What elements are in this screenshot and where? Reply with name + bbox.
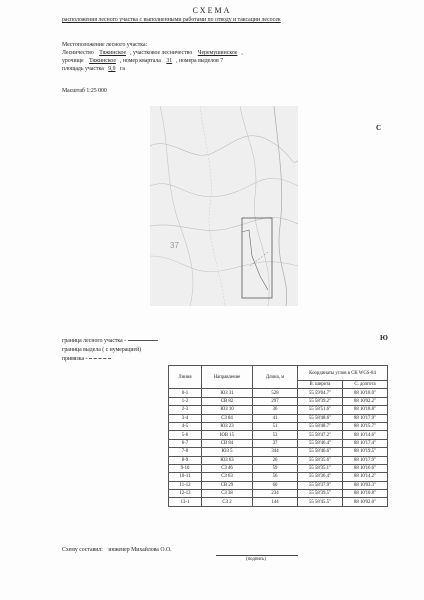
map-drawing <box>150 106 298 306</box>
cell-lon: 88 10'17.9" <box>343 414 388 422</box>
cell-direction: СЗ 46 <box>202 464 253 472</box>
cell-length: 26 <box>253 456 298 464</box>
cell-length: 41 <box>253 414 298 422</box>
cell-line: 6-7 <box>169 439 202 447</box>
cell-lat: 55 58'39.5" <box>298 490 343 498</box>
area-label: площадь участка <box>62 66 104 72</box>
cell-direction: ЮЗ 23 <box>202 422 253 430</box>
header-line: Линия <box>169 366 202 389</box>
cell-direction: ЮЗ 5 <box>202 448 253 456</box>
cell-length: 59 <box>253 464 298 472</box>
cell-line: 4-5 <box>169 422 202 430</box>
cell-direction: СЗ 84 <box>202 414 253 422</box>
cell-line: 2-3 <box>169 406 202 414</box>
cell-line: 5-6 <box>169 431 202 439</box>
cell-lon: 88 10'02.2" <box>343 397 388 405</box>
table-row <box>169 397 388 405</box>
area-unit: га <box>119 66 125 72</box>
cell-direction: СЗ 2 <box>202 498 253 506</box>
forest-map <box>150 106 298 306</box>
coordinates-table <box>168 365 388 507</box>
cell-length: 234 <box>253 490 298 498</box>
cell-line: 1-2 <box>169 397 202 405</box>
table-row <box>169 406 388 414</box>
cell-length: 36 <box>253 406 298 414</box>
cell-direction: ЮЗ 63 <box>202 456 253 464</box>
forestry-label: Лесничество <box>62 50 94 56</box>
area-value: 9,9 <box>108 66 116 72</box>
cell-lon: 88 10'17.4" <box>343 439 388 447</box>
district-label: участковое лесничество <box>132 50 193 56</box>
cell-length: 53 <box>253 431 298 439</box>
document-title: СХЕМА <box>192 6 232 15</box>
cell-lat: 55 58'37.9" <box>298 481 343 489</box>
table-row <box>169 481 388 489</box>
header-coords: Координаты углов в СК WGS-84 <box>298 366 388 381</box>
cell-line: 13-1 <box>169 498 202 506</box>
cell-lat: 55 58'48.7" <box>298 422 343 430</box>
table-row <box>169 490 388 498</box>
cell-lon: 88 10'18.0" <box>343 389 388 397</box>
cell-direction: СЗ 63 <box>202 473 253 481</box>
table-row <box>169 448 388 456</box>
cell-lat: 55 58'48.6" <box>298 414 343 422</box>
cell-line: 8-9 <box>169 456 202 464</box>
cell-lon: 88 10'17.9" <box>343 456 388 464</box>
map-quarter-label: 37 <box>170 241 179 250</box>
cell-direction: ЮЗ 31 <box>202 389 253 397</box>
legend-tie <box>62 356 111 362</box>
cell-line: 10-11 <box>169 473 202 481</box>
cell-length: 51 <box>253 422 298 430</box>
cell-lon: 88 10'03.3" <box>343 481 388 489</box>
cell-lon: 88 10'02.0" <box>343 498 388 506</box>
cell-lon: 88 10'14.2" <box>343 473 388 481</box>
cell-length: 528 <box>253 389 298 397</box>
cell-lat: 55 58'35.1" <box>298 464 343 472</box>
scale-label: Масштаб 1:25 000 <box>62 88 107 94</box>
tract-label: урочище <box>62 58 84 64</box>
south-label: Ю <box>380 334 388 342</box>
cell-lon: 88 10'15.7" <box>343 422 388 430</box>
cell-length: 144 <box>253 498 298 506</box>
cell-line: 12-13 <box>169 490 202 498</box>
table-row <box>169 473 388 481</box>
forestry-value: Тяжинское <box>99 50 127 56</box>
tract-line: урочище Тяжинское , номер квартала 31 , номера выделов 7 <box>62 58 224 64</box>
legend-parcel-label: граница лесного участка - <box>62 338 127 344</box>
legend-tie-symbol <box>89 358 111 359</box>
cell-lon: 88 10'14.6" <box>343 431 388 439</box>
cell-lat: 55 58'46.4" <box>298 439 343 447</box>
table-row <box>169 422 388 430</box>
cell-lat: 55 58'35.6" <box>298 456 343 464</box>
plots-label: номера выделов 7 <box>179 58 224 64</box>
cell-lat: 55 58'51.6" <box>298 406 343 414</box>
table-row <box>169 431 388 439</box>
cell-line: 3-4 <box>169 414 202 422</box>
table-body <box>169 389 388 506</box>
compiled-value: инженер Михайлова О.О. <box>108 547 172 553</box>
cell-line: 0-1 <box>169 389 202 397</box>
header-lon: С. долгота <box>343 381 388 389</box>
quarter-value: 31 <box>166 58 173 64</box>
header-lat: В. широта <box>298 381 343 389</box>
cell-length: 60 <box>253 481 298 489</box>
cell-direction: СВ 84 <box>202 439 253 447</box>
cell-line: 7-8 <box>169 448 202 456</box>
table-header-row <box>169 366 388 381</box>
cell-lon: 88 10'16.6" <box>343 464 388 472</box>
cell-direction: СВ 82 <box>202 397 253 405</box>
table-row <box>169 414 388 422</box>
document-subtitle: расположения лесного участка с выполненными работами по отводу и таксации лесосек <box>62 17 281 23</box>
header-length: Длина, м <box>253 366 298 389</box>
cell-lon: 88 10'10.8" <box>343 490 388 498</box>
north-label: С <box>376 124 382 132</box>
table-row <box>169 389 388 397</box>
cell-lat: 55 58'39.2" <box>298 397 343 405</box>
table-row <box>169 456 388 464</box>
cell-direction: СВ 29 <box>202 481 253 489</box>
forestry-line: Лесничество Тяжинское , участковое лесничество Черемушинское , <box>62 50 243 56</box>
location-heading: Местоположение лесного участка: <box>62 42 148 48</box>
cell-direction: СЗ 38 <box>202 490 253 498</box>
signature-caption: (подпись) <box>246 557 266 562</box>
cell-length: 37 <box>253 439 298 447</box>
area-line <box>62 66 125 72</box>
cell-lon: 88 10'18.8" <box>343 406 388 414</box>
table-row <box>169 464 388 472</box>
quarter-label: номер квартала <box>122 58 161 64</box>
cell-lon: 88 10'19.5" <box>343 448 388 456</box>
header-direction: Направление <box>202 366 253 389</box>
cell-line: 11-12 <box>169 481 202 489</box>
legend-parcel-symbol <box>128 340 158 341</box>
tract-value: Тяжинское <box>89 58 116 64</box>
cell-length: 344 <box>253 448 298 456</box>
legend-parcel <box>62 338 158 344</box>
cell-line: 9-10 <box>169 464 202 472</box>
cell-lat: 55 58'47.2" <box>298 431 343 439</box>
cell-direction: ЮВ 15 <box>202 431 253 439</box>
compiled-label: Схему составил: <box>62 547 103 553</box>
legend-plot: граница выдела ( с нумерацией) <box>62 347 142 353</box>
legend-tie-label: привязка - <box>62 356 88 362</box>
table-row <box>169 439 388 447</box>
compiled-line <box>62 547 172 553</box>
district-value: Черемушинское <box>197 50 238 56</box>
cell-lat: 55 58'46.6" <box>298 448 343 456</box>
table-row <box>169 498 388 506</box>
cell-length: 56 <box>253 473 298 481</box>
cell-lat: 55 58'45.5" <box>298 498 343 506</box>
cell-lat: 55 58'36.4" <box>298 473 343 481</box>
cell-length: 297 <box>253 397 298 405</box>
signature-line <box>216 555 298 556</box>
cell-lat: 55 59'04.7" <box>298 389 343 397</box>
cell-direction: ЮЗ 10 <box>202 406 253 414</box>
